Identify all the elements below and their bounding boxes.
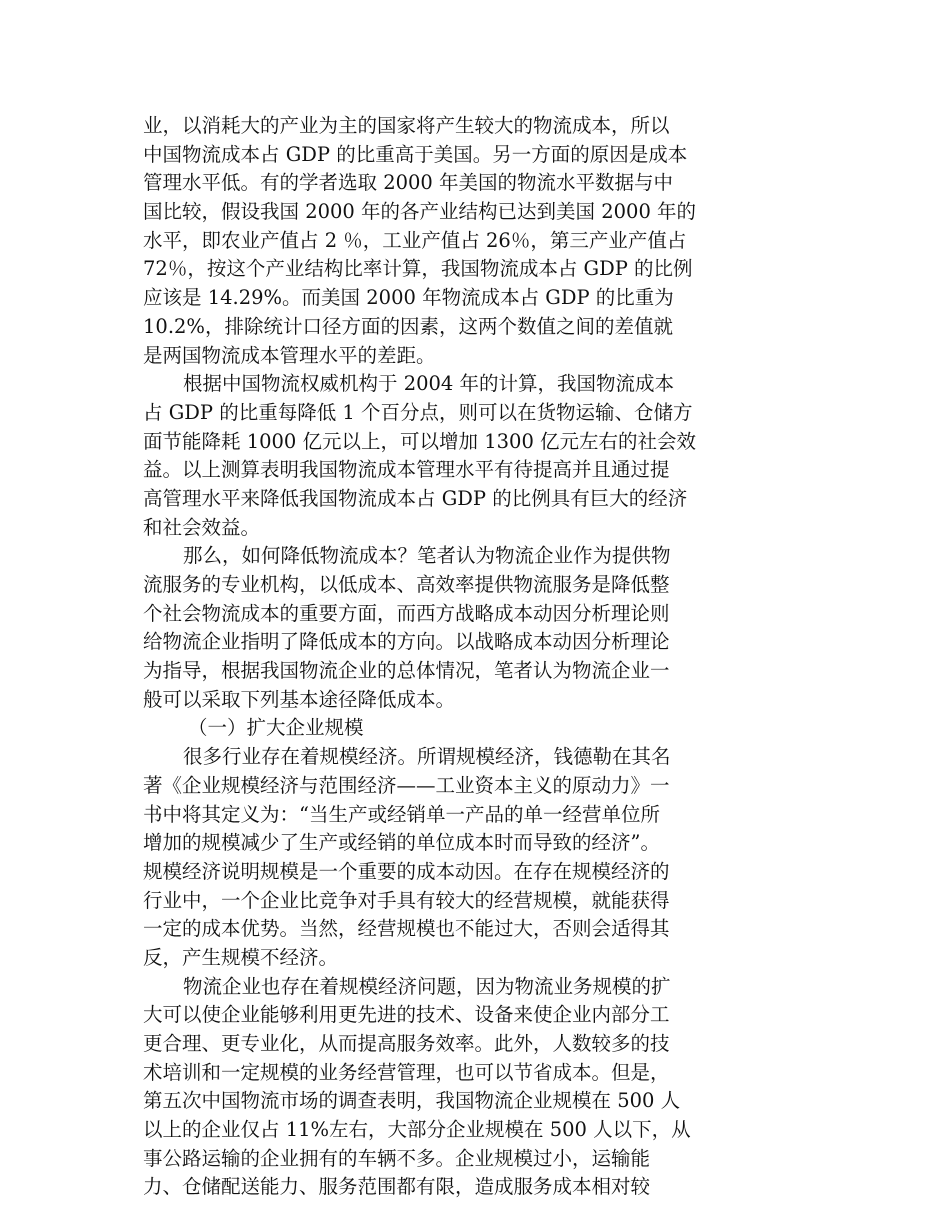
text-line: 更合理、更专业化，从而提高服务效率。此外，人数较多的技 bbox=[143, 1032, 670, 1055]
text-line: 流服务的专业机构，以低成本、高效率提供物流服务是降低整 bbox=[143, 573, 670, 596]
text-line: 行业中，一个企业比竞争对手具有较大的经营规模，就能获得 bbox=[143, 888, 670, 912]
text-line: 著《企业规模经济与范围经济——工业资本主义的原动力》一 bbox=[143, 773, 670, 797]
section-heading: （一）扩大企业规模 bbox=[188, 716, 364, 740]
text-line: 术培训和一定规模的业务经营管理，也可以节省成本。但是， bbox=[143, 1060, 670, 1084]
text-line: 书中将其定义为：“当生产或经销单一产品的单一经营单位所 bbox=[143, 802, 660, 826]
text-line: 72％，按这个产业结构比率计算，我国物流成本占 GDP 的比例 bbox=[143, 257, 693, 281]
text-line: 是两国物流成本管理水平的差距。 bbox=[143, 343, 436, 367]
document-body bbox=[143, 112, 803, 1202]
text-line: 那么，如何降低物流成本？笔者认为物流企业作为提供物 bbox=[183, 544, 671, 568]
text-line: 给物流企业指明了降低成本的方向。以战略成本动因分析理论 bbox=[143, 630, 670, 654]
text-line: 国比较，假设我国 2000 年的各产业结构已达到美国 2000 年的 bbox=[143, 200, 697, 224]
text-line: 应该是 14.29%。而美国 2000 年物流成本占 GDP 的比重为 bbox=[143, 286, 674, 310]
text-line: 中国物流成本占 GDP 的比重高于美国。另一方面的原因是成本 bbox=[143, 142, 688, 166]
text-line: 为指导，根据我国物流企业的总体情况，笔者认为物流企业一 bbox=[143, 659, 670, 683]
text-line: 大可以使企业能够利用更先进的技术、设备来使企业内部分工 bbox=[143, 1003, 670, 1027]
text-line: 反，产生规模不经济。 bbox=[143, 945, 339, 969]
text-line: 水平，即农业产值占 2 ％，工业产值占 26％，第三产业产值占 bbox=[143, 228, 687, 252]
text-line: 和社会效益。 bbox=[143, 515, 261, 539]
text-line: 力、仓储配送能力、服务范围都有限，造成服务成本相对较 bbox=[143, 1175, 651, 1199]
text-line: 占 GDP 的比重每降低 1 个百分点，则可以在货物运输、仓储方 bbox=[143, 400, 693, 424]
text-line: 业，以消耗大的产业为主的国家将产生较大的物流成本，所以 bbox=[143, 114, 670, 137]
text-line: 事公路运输的企业拥有的车辆不多。企业规模过小，运输能 bbox=[143, 1146, 651, 1170]
text-line: 10.2%，排除统计口径方面的因素，这两个数值之间的差值就 bbox=[143, 314, 673, 338]
text-line: 第五次中国物流市场的调查表明，我国物流企业规模在 500 人 bbox=[143, 1089, 681, 1113]
text-line: 高管理水平来降低我国物流成本占 GDP 的比例具有巨大的经济 bbox=[143, 486, 688, 510]
text-line: 根据中国物流权威机构于 2004 年的计算，我国物流成本 bbox=[183, 372, 675, 396]
text-line: 以上的企业仅占 11%左右，大部分企业规模在 500 人以下，从 bbox=[143, 1118, 691, 1142]
text-line: 管理水平低。有的学者选取 2000 年美国的物流水平数据与中 bbox=[143, 171, 674, 195]
text-line: 规模经济说明规模是一个重要的成本动因。在存在规模经济的 bbox=[143, 859, 670, 883]
text-line: 个社会物流成本的重要方面，而西方战略成本动因分析理论则 bbox=[143, 601, 670, 625]
text-line: 一定的成本优势。当然，经营规模也不能过大，否则会适得其 bbox=[143, 917, 670, 941]
text-line: 很多行业存在着规模经济。所谓规模经济，钱德勒在其名 bbox=[183, 745, 671, 769]
text-line: 增加的规模减少了生产或经销的单位成本时而导致的经济”。 bbox=[143, 831, 660, 855]
text-line: 益。以上测算表明我国物流成本管理水平有待提高并且通过提 bbox=[143, 458, 670, 482]
text-line: 般可以采取下列基本途径降低成本。 bbox=[143, 687, 456, 711]
text-line: 物流企业也存在着规模经济问题，因为物流业务规模的扩 bbox=[183, 974, 671, 998]
text-line: 面节能降耗 1000 亿元以上，可以增加 1300 亿元左右的社会效 bbox=[143, 429, 697, 453]
